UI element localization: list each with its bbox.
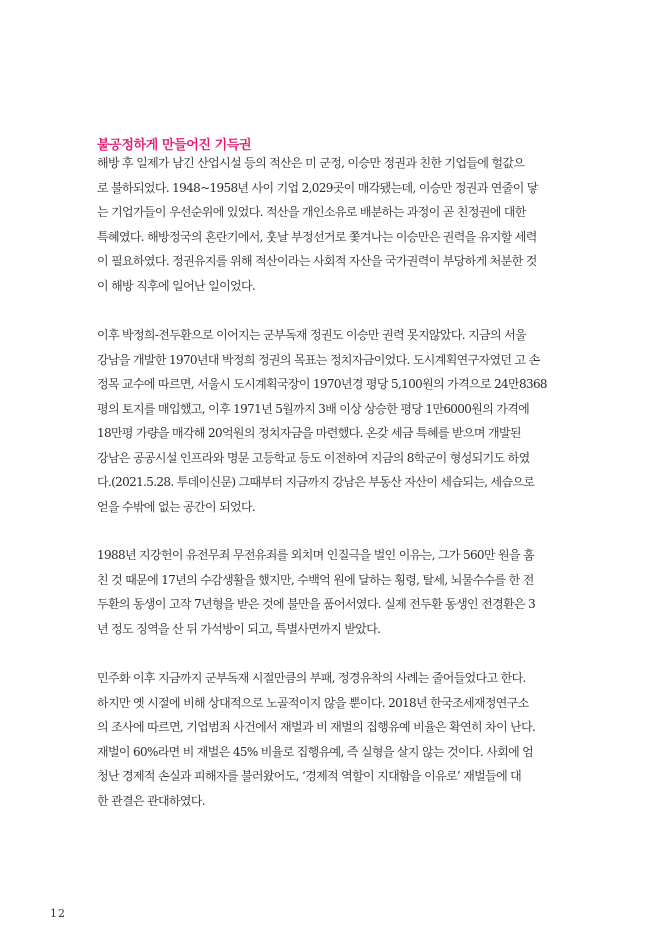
page-number: 12 <box>50 907 66 920</box>
paragraph-3 <box>97 543 567 641</box>
text-line: 정목 교수에 따르면, 서울시 도시계획국장이 1970년경 평당 5,100원의 가격으로 24만8368 <box>97 377 547 391</box>
section-heading: 불공정하게 만들어진 기득권 <box>97 138 252 153</box>
text-line: 1988년 지강헌이 유전무죄 무전유죄를 외치며 인질극을 벌인 이유는, 그가 560만 원을 훔 <box>97 548 535 562</box>
text-line: 특혜였다. 해방정국의 혼란기에서, 훗날 부정선거로 쫓겨나는 이승만은 권력을 유지할 세력 <box>97 229 537 244</box>
text-line: 친 것 때문에 17년의 수감생활을 했지만, 수백억 원에 달하는 횡령, 탈세, 뇌물수수를 한 전 <box>97 572 534 587</box>
text-line: 강남은 공공시설 인프라와 명문 고등학교 등도 이전하여 지금의 8학군이 형성되기도 하였 <box>97 450 530 465</box>
text-line: 18만평 가량을 매각해 20억원의 정치자금을 마련했다. 온갖 세금 특혜를 받으며 개발된 <box>97 426 521 440</box>
text-line: 한 관결은 관대하였다. <box>97 793 205 808</box>
text-line: 의 조사에 따르면, 기업범죄 사건에서 재벌과 비 재벌의 집행유예 비율은 확연히 차이 난다. <box>97 720 536 734</box>
text-line: 강남을 개발한 1970년대 박정희 정권의 목표는 정치자금이었다. 도시계획연구자였던 고 손 <box>97 352 540 367</box>
text-line: 얻을 수밖에 없는 공간이 되었다. <box>97 499 256 514</box>
paragraph-2 <box>97 323 567 519</box>
text-line: 는 기업가들이 우선순위에 있었다. 적산을 개인소유로 배분하는 과정이 곧 친정권에 대한 <box>97 205 526 219</box>
text-line: 다.(2021.5.28. 투데이신문) 그때부터 지금까지 강남은 부동산 자산이 세습되는, 세습으로 <box>97 475 535 489</box>
text-line: 로 불하되었다. 1948~1958년 사이 기업 2,029곳이 매각됐는데, 이승만 정권과 연줄이 닿 <box>97 180 538 195</box>
text-line: 이 필요하였다. 정권유지를 위해 적산이라는 사회적 자산을 국가권력이 부당하게 처분한 것 <box>97 254 537 268</box>
text-line: 이후 박정희-전두환으로 이어지는 군부독재 정권도 이승만 권력 못지않았다. 지금의 서울 <box>97 328 526 342</box>
text-line: 재벌이 60%라면 비 재벌은 45% 비율로 집행유예, 즉 실형을 살지 않는 것이다. 사회에 엄 <box>97 744 534 759</box>
text-line: 청난 경제적 손실과 피해자를 불러왔어도, ‘경제적 역할이 지대함을 이유로’ 재벌들에 대 <box>97 769 522 783</box>
text-line: 이 해방 직후에 일어난 일이었다. <box>97 278 256 293</box>
text-line: 해방 후 일제가 남긴 산업시설 등의 적산은 미 군정, 이승만 정권과 친한 기업들에 헐값으 <box>97 156 525 170</box>
text-line: 민주화 이후 지금까지 군부독재 시절만큼의 부패, 정경유착의 사례는 줄어들었다고 한다. <box>97 671 526 685</box>
text-line: 년 정도 징역을 산 뒤 가석방이 되고, 특별사면까지 받았다. <box>97 621 381 636</box>
text-line: 평의 토지를 매입했고, 이후 1971년 5월까지 3배 이상 상승한 평당 1만6000원의 가격에 <box>97 401 530 416</box>
paragraph-1 <box>97 151 567 298</box>
paragraph-4 <box>97 666 567 813</box>
text-line: 두환의 동생이 고작 7년형을 받은 것에 불만을 품어서였다. 실제 전두환 동생인 전경환은 3 <box>97 597 536 611</box>
text-line: 하지만 옛 시절에 비해 상대적으로 노골적이지 않을 뿐이다. 2018년 한국조세재정연구소 <box>97 695 529 710</box>
